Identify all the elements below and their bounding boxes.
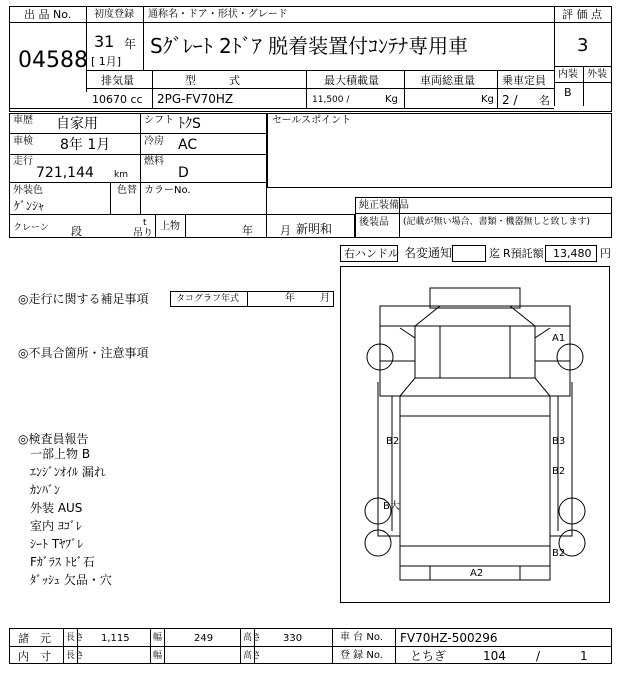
color-code-label: カラーNo.	[144, 185, 191, 196]
history-label: 車歴	[13, 115, 33, 126]
capacity-value: 2 /	[502, 93, 518, 107]
height-label: 高さ	[243, 633, 262, 643]
model-code: 2PG-FV70HZ	[157, 92, 234, 106]
capacity-label: 乗車定員	[502, 74, 546, 87]
upper-month: 月	[280, 224, 291, 237]
inner-dimensions-label: 内 寸	[18, 650, 51, 663]
upper-maker: 新明和	[296, 222, 333, 236]
length-label: 長さ	[66, 633, 85, 643]
first-registration-label: 初度登録	[94, 9, 134, 20]
ac-label: 冷房	[144, 136, 164, 147]
max-load-value: 11,500 /	[312, 95, 350, 105]
history-value: 自家用	[56, 116, 98, 132]
score-label: 評 価 点	[562, 8, 602, 21]
crane-hook: 吊り	[133, 228, 153, 239]
mark-a2: A2	[470, 568, 484, 579]
inspector-item: 一部上物 B	[30, 447, 91, 461]
color-label: 外装色	[13, 185, 43, 196]
recycle-unit: 円	[600, 247, 611, 260]
steering-value: 右ハンドル	[344, 247, 399, 260]
capacity-unit: 名	[539, 94, 550, 107]
name-change-label: 名変通知	[404, 246, 453, 260]
model-label: 型 式	[185, 74, 240, 87]
genuine-equipment-label: 純正装備品	[359, 200, 409, 211]
interior-label: 内装	[558, 69, 578, 80]
color-value: ｹﾞﾝｼｬ	[14, 199, 45, 213]
vehicle-diagram	[340, 266, 610, 603]
inspection-label: 車検	[13, 136, 33, 147]
name-change-box	[452, 245, 486, 262]
registration-number: 1	[580, 649, 588, 663]
cab-roof	[430, 288, 520, 308]
registration-label: 登 録 No.	[340, 650, 383, 661]
outer-dimensions-label: 諸 元	[18, 632, 51, 645]
score-value: 3	[577, 35, 589, 56]
gross-weight-label: 車両総重量	[420, 74, 475, 87]
registration-month: [ 1月]	[91, 55, 122, 68]
inspector-item: ｴﾝｼﾞﾝｵｲﾙ 漏れ	[30, 465, 106, 479]
mark-b2-left: B2	[386, 436, 400, 447]
inspector-item: ｶﾝﾊﾞﾝ	[30, 483, 61, 497]
fuel-value: D	[178, 165, 189, 181]
inspector-item: 室内 ﾖｺﾞﾚ	[30, 519, 82, 533]
upper-body-label: 上物	[160, 221, 180, 232]
color-change-label: 色替	[117, 185, 137, 196]
year-unit: 年	[124, 37, 137, 51]
mileage-unit: km	[114, 170, 128, 180]
inspector-item: Fｶﾞﾗｽ ﾄﾋﾞ石	[30, 555, 95, 569]
cargo-body	[400, 396, 550, 566]
chassis-label: 車 台 No.	[340, 632, 383, 643]
gross-weight-unit: Kg	[481, 94, 494, 105]
shift-label: シフト	[144, 115, 174, 126]
inner-length-label: 長さ	[66, 651, 85, 661]
driving-notes-label: ◎走行に関する補足事項	[18, 292, 149, 306]
registration-area: とちぎ	[410, 649, 447, 663]
inspector-report-label: ◎検査員報告	[18, 432, 89, 446]
mark-b2-right-low: B2	[552, 548, 566, 559]
registration-separator: /	[536, 649, 541, 663]
windshield	[415, 326, 535, 378]
front-bumper	[380, 306, 570, 326]
tachograph-label: タコグラフ年式	[176, 294, 240, 304]
model-description-label: 通称名・ドア・形状・グレード	[148, 9, 288, 20]
max-load-unit: Kg	[385, 94, 398, 105]
height-value: 330	[283, 633, 303, 644]
ac-value: AC	[178, 137, 198, 153]
inspector-item: ｼｰﾄ Tﾔﾌﾞﾚ	[30, 537, 84, 551]
registration-class: 104	[483, 649, 506, 663]
mileage-value: 721,144	[36, 165, 94, 181]
aftermarket-note: (記載が無い場合、書類・機器無しと致します)	[403, 217, 591, 227]
sales-point-label: セールスポイント	[272, 115, 352, 126]
interior-grade: B	[564, 86, 572, 99]
aftermarket-label: 後装品	[359, 217, 389, 228]
crane-stage: 段	[71, 225, 82, 238]
lot-number: 04588	[18, 48, 88, 73]
mark-b3-right: B3	[552, 436, 566, 447]
crane-label: クレーン	[13, 223, 49, 233]
recycle-prefix: 迄	[489, 247, 500, 260]
registration-year: 31	[94, 32, 115, 51]
shift-value: ﾄｸS	[178, 116, 201, 132]
tachograph-month: 月	[320, 293, 330, 304]
chassis-number: FV70HZ-500296	[400, 631, 498, 645]
mark-a1: A1	[552, 333, 566, 344]
mileage-label: 走行	[13, 156, 33, 167]
crane-ton: t	[143, 218, 147, 228]
inspector-item: ﾀﾞｯｼｭ 欠品・穴	[30, 573, 112, 587]
mark-b-large: B大	[383, 501, 400, 512]
width-value: 249	[194, 633, 214, 644]
recycle-label: R預託額	[503, 247, 544, 260]
inspection-value: 8年 1月	[60, 137, 111, 153]
fuel-label: 燃料	[144, 156, 164, 167]
inspector-item: 外装 AUS	[30, 501, 83, 515]
width-label: 幅	[153, 633, 163, 643]
displacement-value: 10670 cc	[92, 93, 143, 106]
vehicle-title: Sｸﾞﾚｰﾄ 2ﾄﾞｱ 脱着装置付ｺﾝﾃﾅ専用車	[150, 34, 469, 58]
displacement-label: 排気量	[101, 74, 134, 87]
inner-width-label: 幅	[153, 651, 163, 661]
mark-b2-right-mid: B2	[552, 466, 566, 477]
upper-year: 年	[242, 224, 253, 237]
recycle-amount: 13,480	[553, 247, 592, 260]
lot-no-label: 出 品 No.	[24, 8, 72, 21]
length-value: 1,115	[101, 633, 130, 644]
inner-height-label: 高さ	[243, 651, 262, 661]
max-load-label: 最大積載量	[324, 74, 379, 87]
exterior-label: 外装	[587, 69, 607, 80]
defects-label: ◎不具合箇所・注意事項	[18, 346, 149, 360]
tachograph-year: 年	[285, 293, 295, 304]
